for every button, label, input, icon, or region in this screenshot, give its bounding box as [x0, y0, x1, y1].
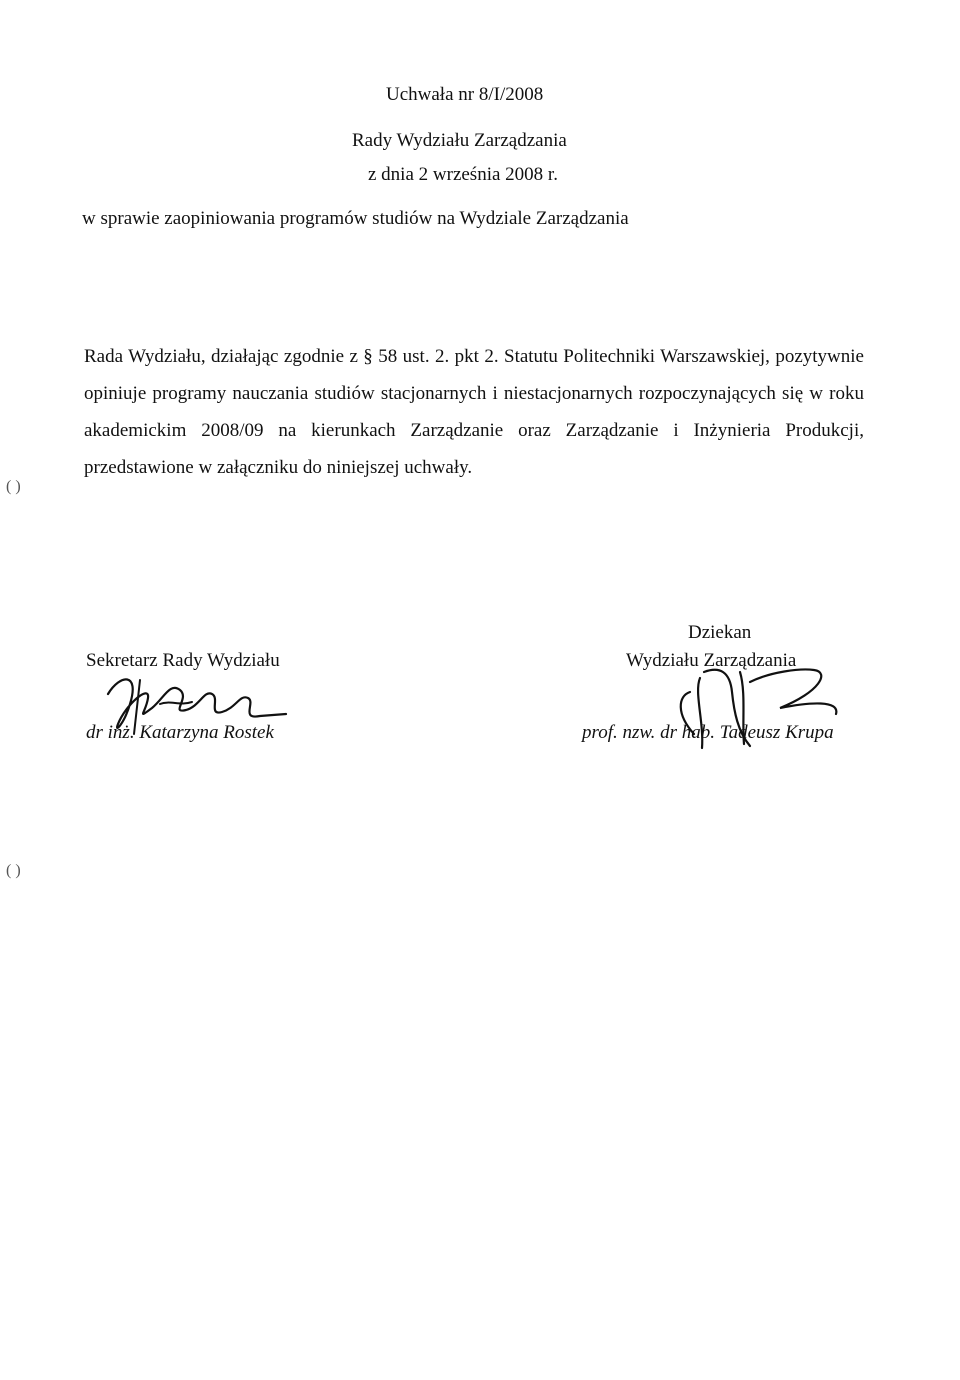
resolution-number: Uchwała nr 8/I/2008 — [386, 84, 544, 105]
resolution-body: Rada Wydziału, działając zgodnie z § 58 ust. 2. pkt 2. Statutu Politechniki Warszawskiej, pozytywnie opiniuje programy nauczania studiów stacjonarnych i niestacjonarnych rozpoczynających się w roku akademickim 2008/09 na kierunkach Zarządzanie oraz Zarządzanie i Inżynieria Produkcji, przedstawione w załączniku do niniejszej uchwały. — [84, 346, 864, 478]
dean-unit: Wydziału Zarządzania — [626, 650, 797, 671]
punch-hole-mark: ( ) — [6, 478, 21, 495]
dean-role: Dziekan — [688, 622, 752, 643]
secretary-handwritten-signature — [100, 664, 290, 744]
secretary-role: Sekretarz Rady Wydziału — [86, 650, 280, 671]
dean-handwritten-signature — [660, 652, 860, 752]
resolution-subject: w sprawie zaopiniowania programów studiów na Wydziale Zarządzania — [82, 208, 629, 229]
punch-hole-mark: ( ) — [6, 862, 21, 879]
dean-name: prof. nzw. dr hab. Tadeusz Krupa — [582, 722, 834, 743]
secretary-name: dr inż. Katarzyna Rostek — [86, 722, 274, 743]
resolution-date: z dnia 2 września 2008 r. — [368, 164, 558, 185]
council-name: Rady Wydziału Zarządzania — [352, 130, 567, 151]
